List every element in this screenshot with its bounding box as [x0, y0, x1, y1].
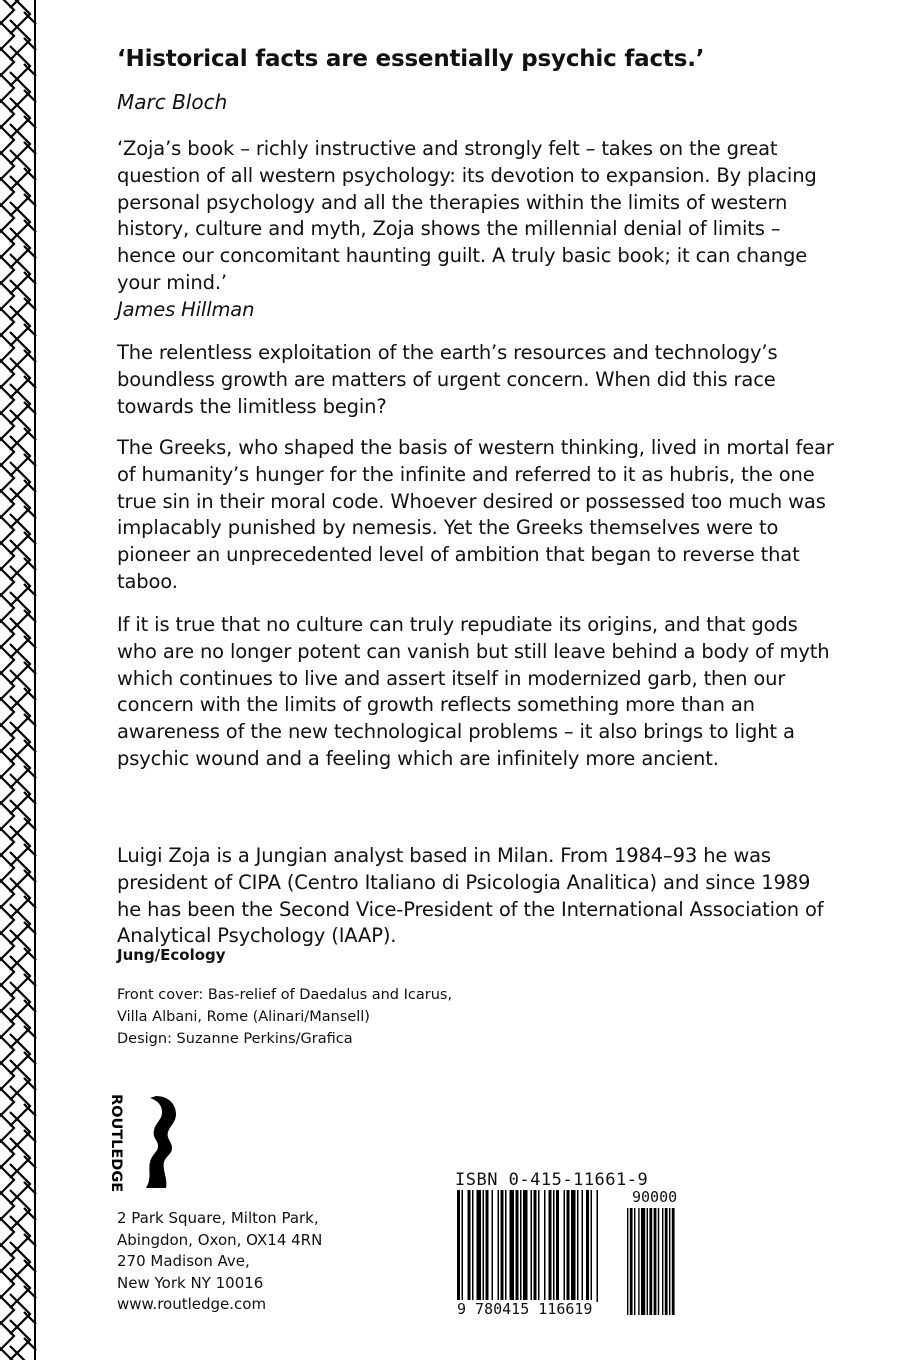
- publisher-address: [117, 1208, 322, 1316]
- routledge-logo: [110, 1092, 190, 1192]
- paragraph-2: The Greeks, who shaped the basis of western thinking, lived in mortal fear of humanity’s hunger for the infinite and referred to it as hubris, the one true sin in their moral code. Whoever desired or possessed too much was implacably punished by nemesis. Yet the Greeks themselves were to pioneer an unprecedented level of ambition that began to reverse that taboo.: [117, 436, 834, 593]
- subject-category: Jung/Ecology: [117, 946, 226, 964]
- credit-line: Design: Suzanne Perkins/Grafica: [117, 1031, 353, 1047]
- zigzag-pattern: [0, 0, 36, 1360]
- barcode: [455, 1188, 678, 1315]
- barcode-digits: 9 780415 116619: [457, 1300, 593, 1318]
- decorative-border: [0, 0, 36, 1360]
- barcode-addon-digits: 90000: [632, 1188, 678, 1206]
- epigraph-attribution: Marc Bloch: [117, 90, 228, 114]
- paragraph-1: The relentless exploitation of the earth’s resources and technology’s boundless growth are matters of urgent concern. When did this race towards the limitless begin?: [117, 341, 778, 418]
- endorsement-attribution: James Hillman: [117, 297, 255, 321]
- paragraph-3: If it is true that no culture can truly repudiate its origins, and that gods who are no longer potent can vanish but still leave behind a body of myth which continues to live and assert itself in modernized garb, then our concern with the limits of growth reflects something more than an awareness of the new technological problems – it also brings to light a psychic wound and a feeling which are infinitely more ancient.: [117, 613, 830, 770]
- address-line: New York NY 10016: [117, 1273, 264, 1292]
- isbn-label: ISBN 0-415-11661-9: [455, 1170, 649, 1190]
- address-line: 270 Madison Ave,: [117, 1252, 250, 1270]
- endorsement: [117, 136, 837, 324]
- address-line: Abingdon, Oxon, OX14 4RN: [117, 1230, 323, 1249]
- cover-credits: [117, 984, 452, 1050]
- publisher-website: www.routledge.com: [117, 1295, 267, 1313]
- address-line: 2 Park Square, Milton Park,: [117, 1209, 319, 1227]
- endorsement-text: ‘Zoja’s book – richly instructive and strongly felt – takes on the great question of all western psychology: its devotion to expansion. By placing personal psychology and all the therapies within the limits of western history, culture and myth, Zoja shows the millennial denial of limits – hence our concomitant haunting guilt. A truly basic book; it can change your mind.’: [117, 137, 817, 294]
- paragraph-author-bio: Luigi Zoja is a Jungian analyst based in Milan. From 1984–93 he was president of CIPA (Centro Italiano di Psicologia Analitica) and since 1989 he has been the Second Vice-President of the International Association of Analytical Psychology (IAAP).: [117, 844, 824, 948]
- credit-line: Villa Albani, Rome (Alinari/Mansell): [117, 1009, 370, 1025]
- credit-line: Front cover: Bas-relief of Daedalus and Icarus,: [117, 987, 453, 1003]
- epigraph-quote: ‘Historical facts are essentially psychic facts.’: [117, 46, 705, 72]
- routledge-logo-text: ROUTLEDGE: [108, 1094, 124, 1193]
- border-rule: [34, 0, 36, 1360]
